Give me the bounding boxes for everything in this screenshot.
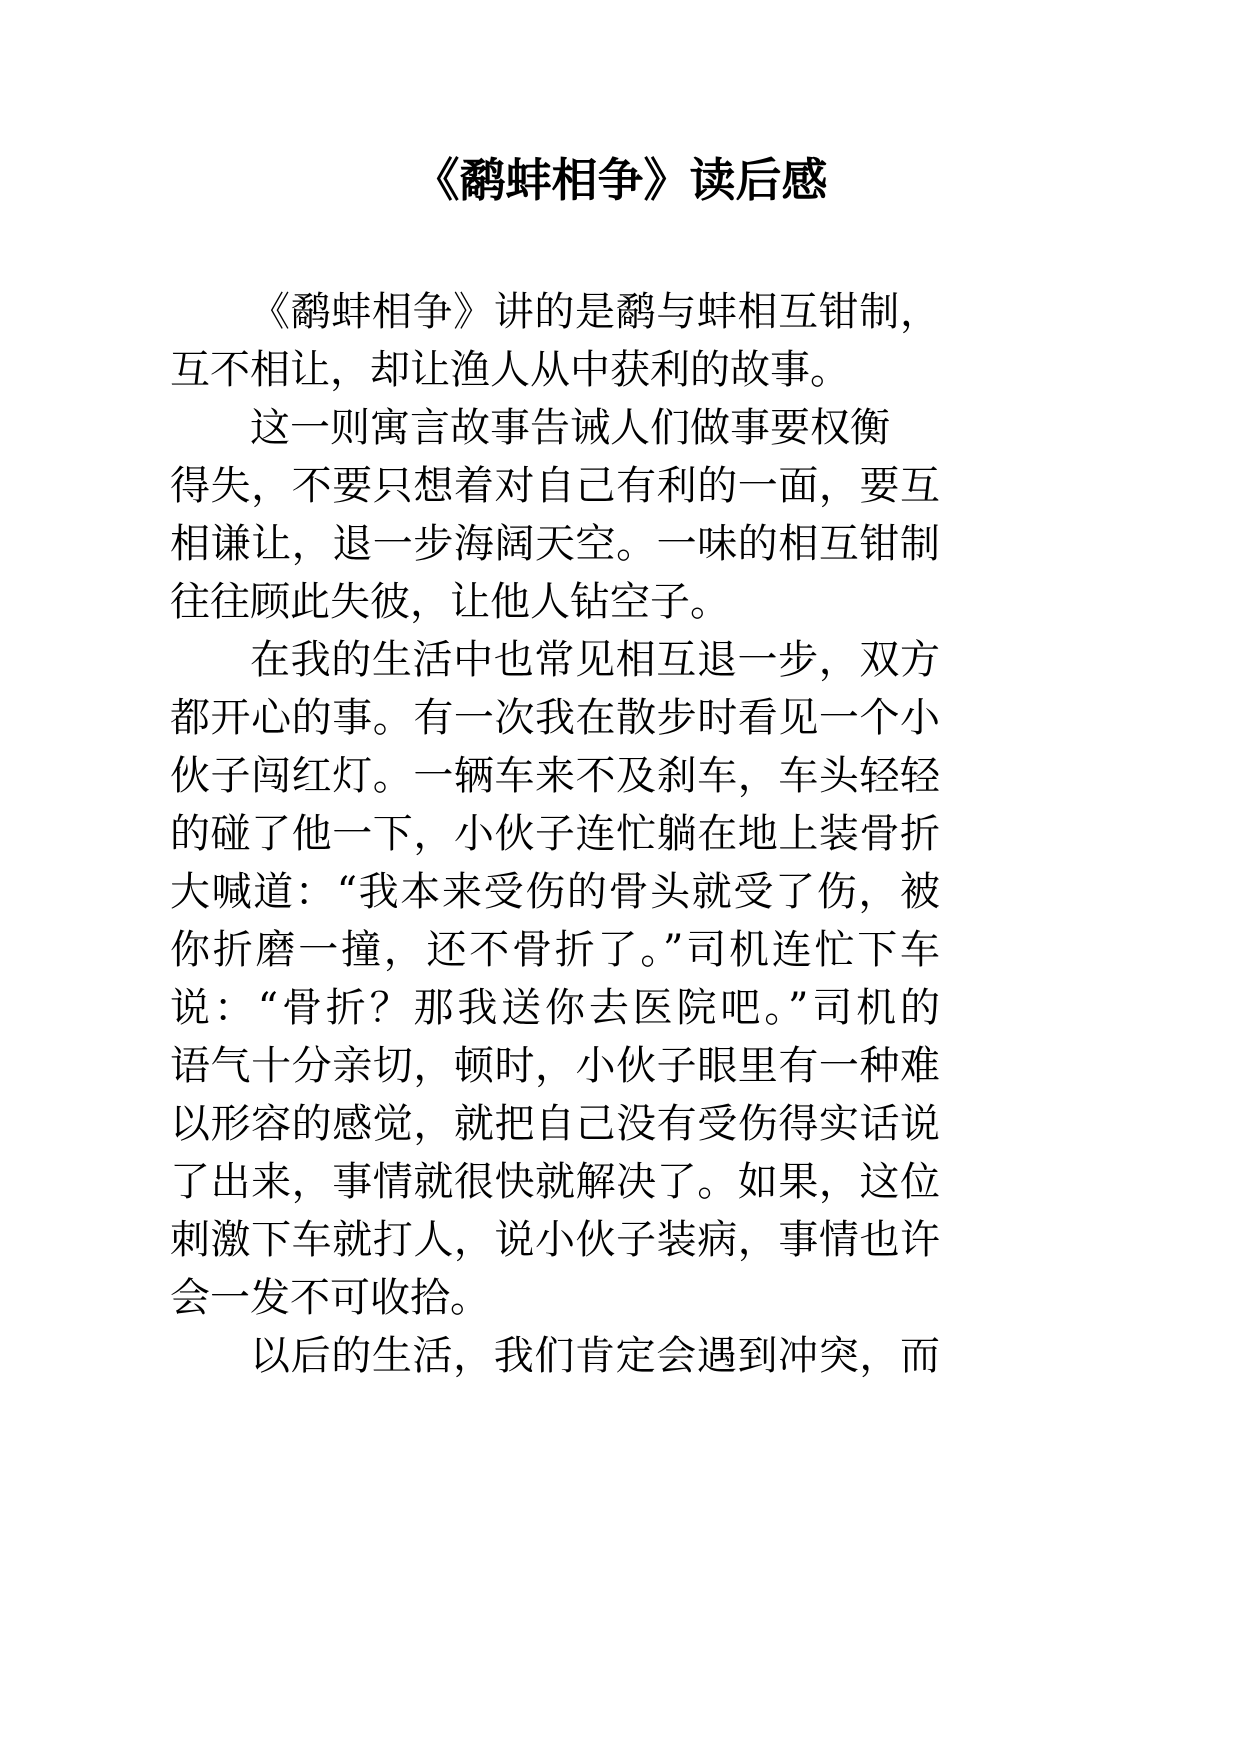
text-line: 以后的生活，我们肯定会遇到冲突，而 — [250, 1333, 940, 1379]
text-line: 相谦让，退一步海阔天空。一味的相互钳制 — [170, 521, 940, 567]
text-line: 互不相让，却让渔人从中获利的故事。 — [170, 347, 850, 393]
paragraph-3 — [170, 631, 940, 1327]
text-line: 说：“骨折？那我送你去医院吧。”司机的 — [170, 985, 940, 1031]
text-line: 了出来，事情就很快就解决了。如果，这位 — [170, 1159, 940, 1205]
text-line: 《鹬蚌相争》讲的是鹬与蚌相互钳制， — [250, 289, 940, 335]
text-line: 这一则寓言故事告诫人们做事要权衡 — [250, 405, 890, 451]
text-line: 语气十分亲切，顿时，小伙子眼里有一种难 — [170, 1043, 940, 1089]
text-line: 往往顾此失彼，让他人钻空子。 — [170, 579, 730, 625]
text-line: 伙子闯红灯。一辆车来不及刹车，车头轻轻 — [170, 753, 940, 799]
paragraph-1 — [170, 283, 940, 399]
text-line: 会一发不可收拾。 — [170, 1275, 490, 1321]
text-line: 你折磨一撞，还不骨折了。”司机连忙下车 — [170, 927, 940, 973]
text-line: 的碰了他一下，小伙子连忙躺在地上装骨折 — [170, 811, 940, 857]
text-line: 大喊道：“我本来受伤的骨头就受了伤，被 — [170, 869, 940, 915]
document-title: 《鹬蚌相争》读后感 — [413, 153, 828, 207]
paragraph-2 — [170, 399, 940, 631]
text-line: 在我的生活中也常见相互退一步，双方 — [250, 637, 940, 683]
text-line: 刺激下车就打人，说小伙子装病，事情也许 — [170, 1217, 940, 1263]
text-line: 得失，不要只想着对自己有利的一面，要互 — [170, 463, 940, 509]
text-line: 都开心的事。有一次我在散步时看见一个小 — [170, 695, 940, 741]
text-line: 以形容的感觉，就把自己没有受伤得实话说 — [170, 1101, 940, 1147]
document-body — [170, 283, 940, 1385]
paragraph-4 — [170, 1327, 940, 1385]
